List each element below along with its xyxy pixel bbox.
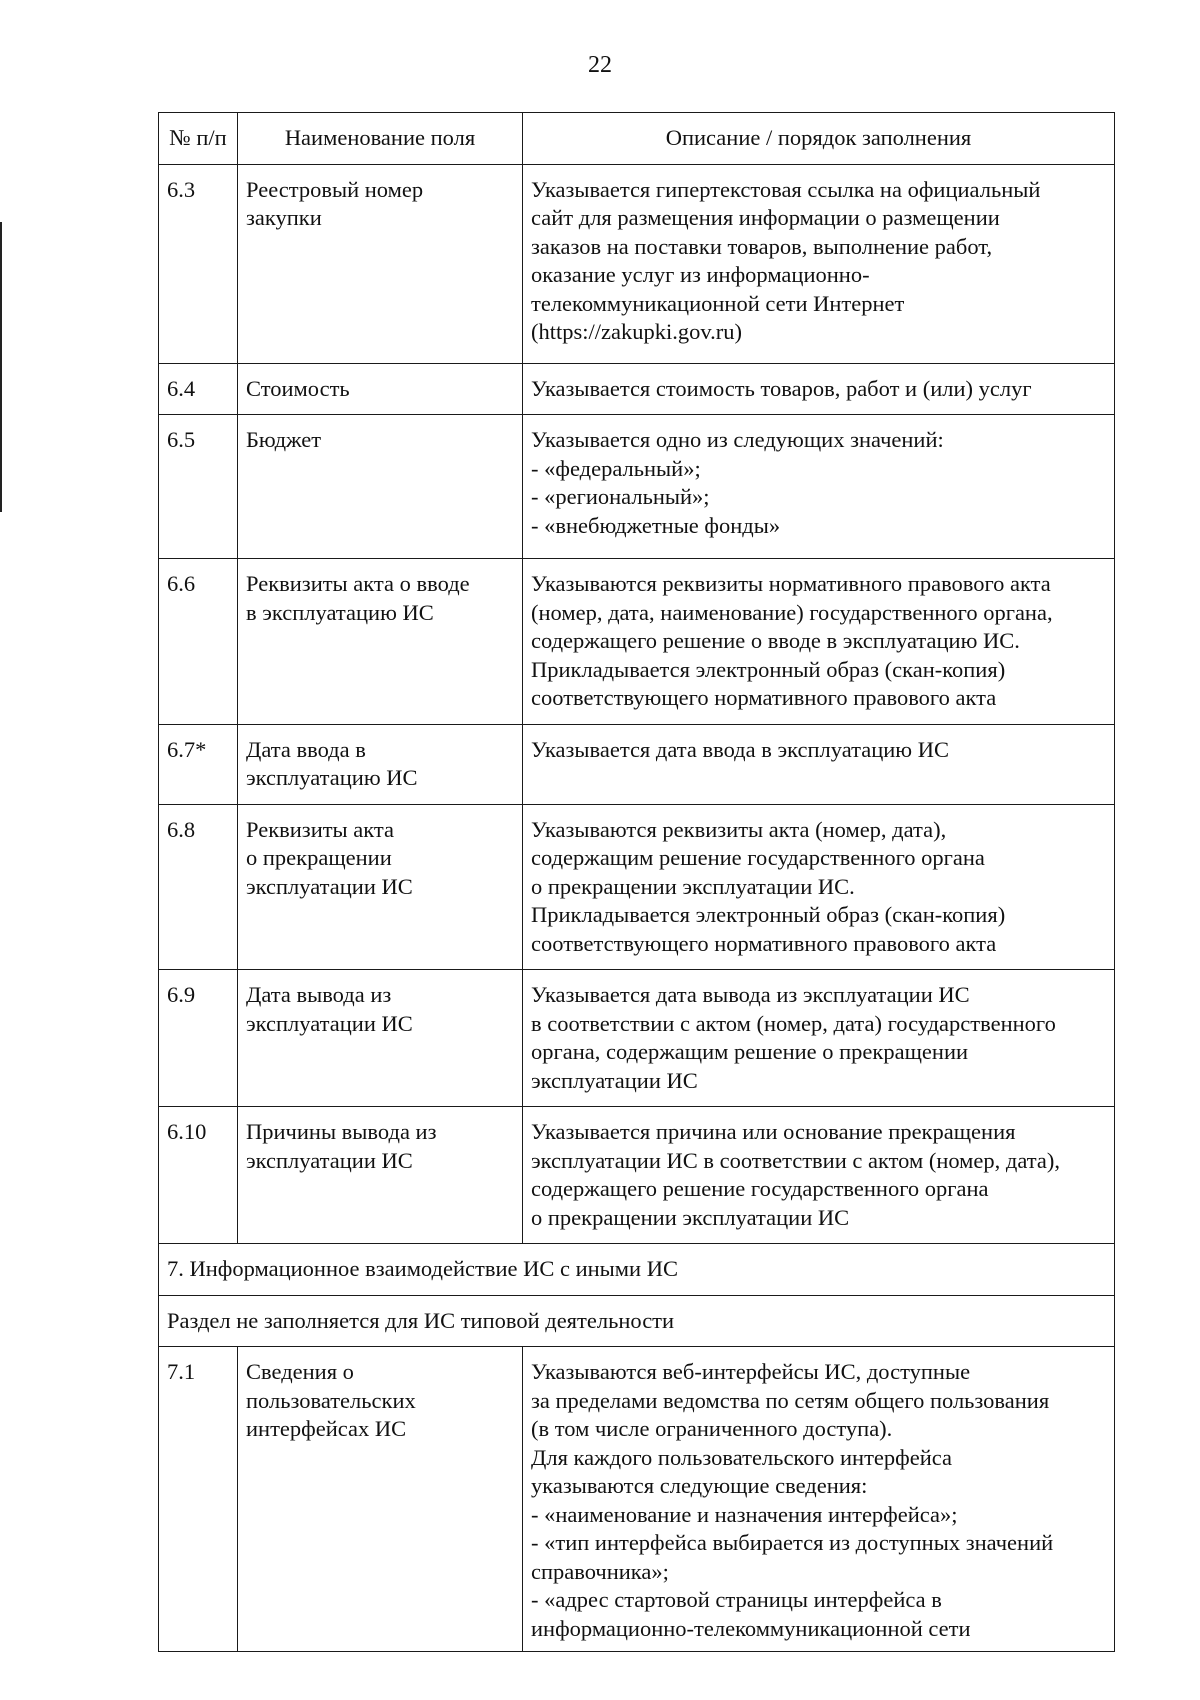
table-row xyxy=(159,559,1115,725)
row-field-name xyxy=(238,1107,523,1244)
text-line: Реквизиты акта xyxy=(246,816,395,842)
text-line: Бюджет xyxy=(246,427,322,452)
text-line: Реестровый номер xyxy=(246,176,424,202)
text-line: (в том числе ограниченного доступа). xyxy=(531,1416,893,1441)
text-line: - «наименование и назначения интерфейса»; xyxy=(531,1501,958,1527)
text-line: о прекращении xyxy=(246,845,392,870)
text-line: (https://zakupki.gov.ru) xyxy=(531,319,743,344)
table-row xyxy=(159,363,1115,415)
table-header-row xyxy=(159,113,1115,165)
row-description xyxy=(523,559,1115,725)
text-line: оказание услуг из информационно- xyxy=(531,262,870,287)
row-number: 6.8 xyxy=(159,804,238,970)
table-row xyxy=(159,1347,1115,1652)
row-description xyxy=(523,724,1115,804)
section-title: 7. Информационное взаимодействие ИС с иными ИС xyxy=(159,1244,1115,1296)
row-number: 6.7* xyxy=(159,724,238,804)
row-field-name xyxy=(238,724,523,804)
fields-table xyxy=(158,112,1115,1652)
text-line: - «федеральный»; xyxy=(531,455,701,481)
text-line: - «региональный»; xyxy=(531,484,710,509)
row-description xyxy=(523,164,1115,363)
section-note-row xyxy=(159,1295,1115,1347)
table-row xyxy=(159,804,1115,970)
text-line: интерфейсах ИС xyxy=(246,1416,407,1441)
row-description xyxy=(523,363,1115,415)
text-line: о прекращении эксплуатации ИС xyxy=(531,1204,850,1230)
section-note: Раздел не заполняется для ИС типовой деятельности xyxy=(159,1295,1115,1347)
section-row xyxy=(159,1244,1115,1296)
text-line: содержащего решение о вводе в эксплуатацию ИС. xyxy=(531,628,1020,653)
text-line: Дата вывода из xyxy=(246,982,392,1007)
table-row xyxy=(159,970,1115,1107)
text-line: указываются следующие сведения: xyxy=(531,1473,868,1498)
text-line: Прикладывается электронный образ (скан-копия) xyxy=(531,656,1006,682)
text-line: о прекращении эксплуатации ИС. xyxy=(531,873,855,899)
text-line: телекоммуникационной сети Интернет xyxy=(531,290,905,316)
header-description: Описание / порядок заполнения xyxy=(523,113,1115,165)
text-line: Указываются веб-интерфейсы ИС, доступные xyxy=(531,1359,971,1384)
row-number: 6.3 xyxy=(159,164,238,363)
text-line: - «адрес стартовой страницы интерфейса в xyxy=(531,1587,942,1612)
text-line: (номер, дата, наименование) государственного органа, xyxy=(531,599,1053,625)
header-field-name: Наименование поля xyxy=(238,113,523,165)
text-line: Указывается дата вывода из эксплуатации ИС xyxy=(531,982,970,1007)
row-description xyxy=(523,970,1115,1107)
text-line: содержащим решение государственного органа xyxy=(531,845,985,870)
text-line: Указываются реквизиты нормативного правового акта xyxy=(531,571,1051,596)
text-line: Дата ввода в xyxy=(246,736,366,762)
row-number: 6.9 xyxy=(159,970,238,1107)
row-field-name xyxy=(238,970,523,1107)
row-field-name xyxy=(238,804,523,970)
row-number: 6.5 xyxy=(159,415,238,559)
text-line: за пределами ведомства по сетям общего пользования xyxy=(531,1387,1050,1413)
text-line: в соответствии с актом (номер, дата) государственного xyxy=(531,1010,1056,1036)
scan-margin-mark xyxy=(0,222,2,512)
text-line: - «внебюджетные фонды» xyxy=(531,512,781,538)
row-field-name xyxy=(238,559,523,725)
row-description xyxy=(523,1107,1115,1244)
header-number: № п/п xyxy=(159,113,238,165)
text-line: закупки xyxy=(246,205,322,230)
text-line: Указывается одно из следующих значений: xyxy=(531,427,944,452)
row-field-name xyxy=(238,164,523,363)
text-line: Указывается стоимость товаров, работ и (или) услуг xyxy=(531,375,1032,401)
text-line: Сведения о xyxy=(246,1359,354,1384)
text-line: - «тип интерфейса выбирается из доступных значений xyxy=(531,1530,1054,1555)
row-number: 6.6 xyxy=(159,559,238,725)
text-line: заказов на поставки товаров, выполнение работ, xyxy=(531,233,993,259)
text-line: эксплуатации ИС xyxy=(531,1067,698,1093)
text-line: содержащего решение государственного органа xyxy=(531,1176,989,1201)
text-line: эксплуатацию ИС xyxy=(246,765,418,790)
text-line: сайт для размещения информации о размещении xyxy=(531,205,1000,230)
row-field-name xyxy=(238,363,523,415)
text-line: Реквизиты акта о вводе xyxy=(246,571,470,596)
text-line: эксплуатации ИС в соответствии с актом (номер, дата), xyxy=(531,1147,1060,1173)
table-row xyxy=(159,415,1115,559)
row-description xyxy=(523,1347,1115,1652)
text-line: эксплуатации ИС xyxy=(246,1010,413,1036)
table-row xyxy=(159,724,1115,804)
text-line: Для каждого пользовательского интерфейса xyxy=(531,1444,953,1470)
text-line: соответствующего нормативного правового акта xyxy=(531,685,997,710)
text-line: пользовательских xyxy=(246,1387,416,1413)
row-description xyxy=(523,804,1115,970)
table-row xyxy=(159,164,1115,363)
text-line: органа, содержащим решение о прекращении xyxy=(531,1039,969,1064)
text-line: Указывается гипертекстовая ссылка на официальный xyxy=(531,176,1041,202)
text-line: эксплуатации ИС xyxy=(246,1147,413,1173)
text-line: Прикладывается электронный образ (скан-копия) xyxy=(531,902,1006,927)
row-number: 6.4 xyxy=(159,363,238,415)
text-line: в эксплуатацию ИС xyxy=(246,599,434,625)
text-line: Указывается дата ввода в эксплуатацию ИС xyxy=(531,736,949,762)
text-line: Указываются реквизиты акта (номер, дата), xyxy=(531,816,947,842)
row-number: 6.10 xyxy=(159,1107,238,1244)
row-field-name xyxy=(238,1347,523,1652)
text-line: Указывается причина или основание прекращения xyxy=(531,1119,1016,1144)
table-row xyxy=(159,1107,1115,1244)
page-number: 22 xyxy=(588,52,612,78)
text-line: Причины вывода из xyxy=(246,1119,437,1144)
text-line: информационно-телекоммуникационной сети xyxy=(531,1615,971,1641)
text-line: соответствующего нормативного правового акта xyxy=(531,930,997,956)
text-line: эксплуатации ИС xyxy=(246,873,413,899)
text-line: справочника»; xyxy=(531,1558,669,1584)
row-number: 7.1 xyxy=(159,1347,238,1652)
row-description xyxy=(523,415,1115,559)
row-field-name xyxy=(238,415,523,559)
text-line: Стоимость xyxy=(246,375,350,401)
